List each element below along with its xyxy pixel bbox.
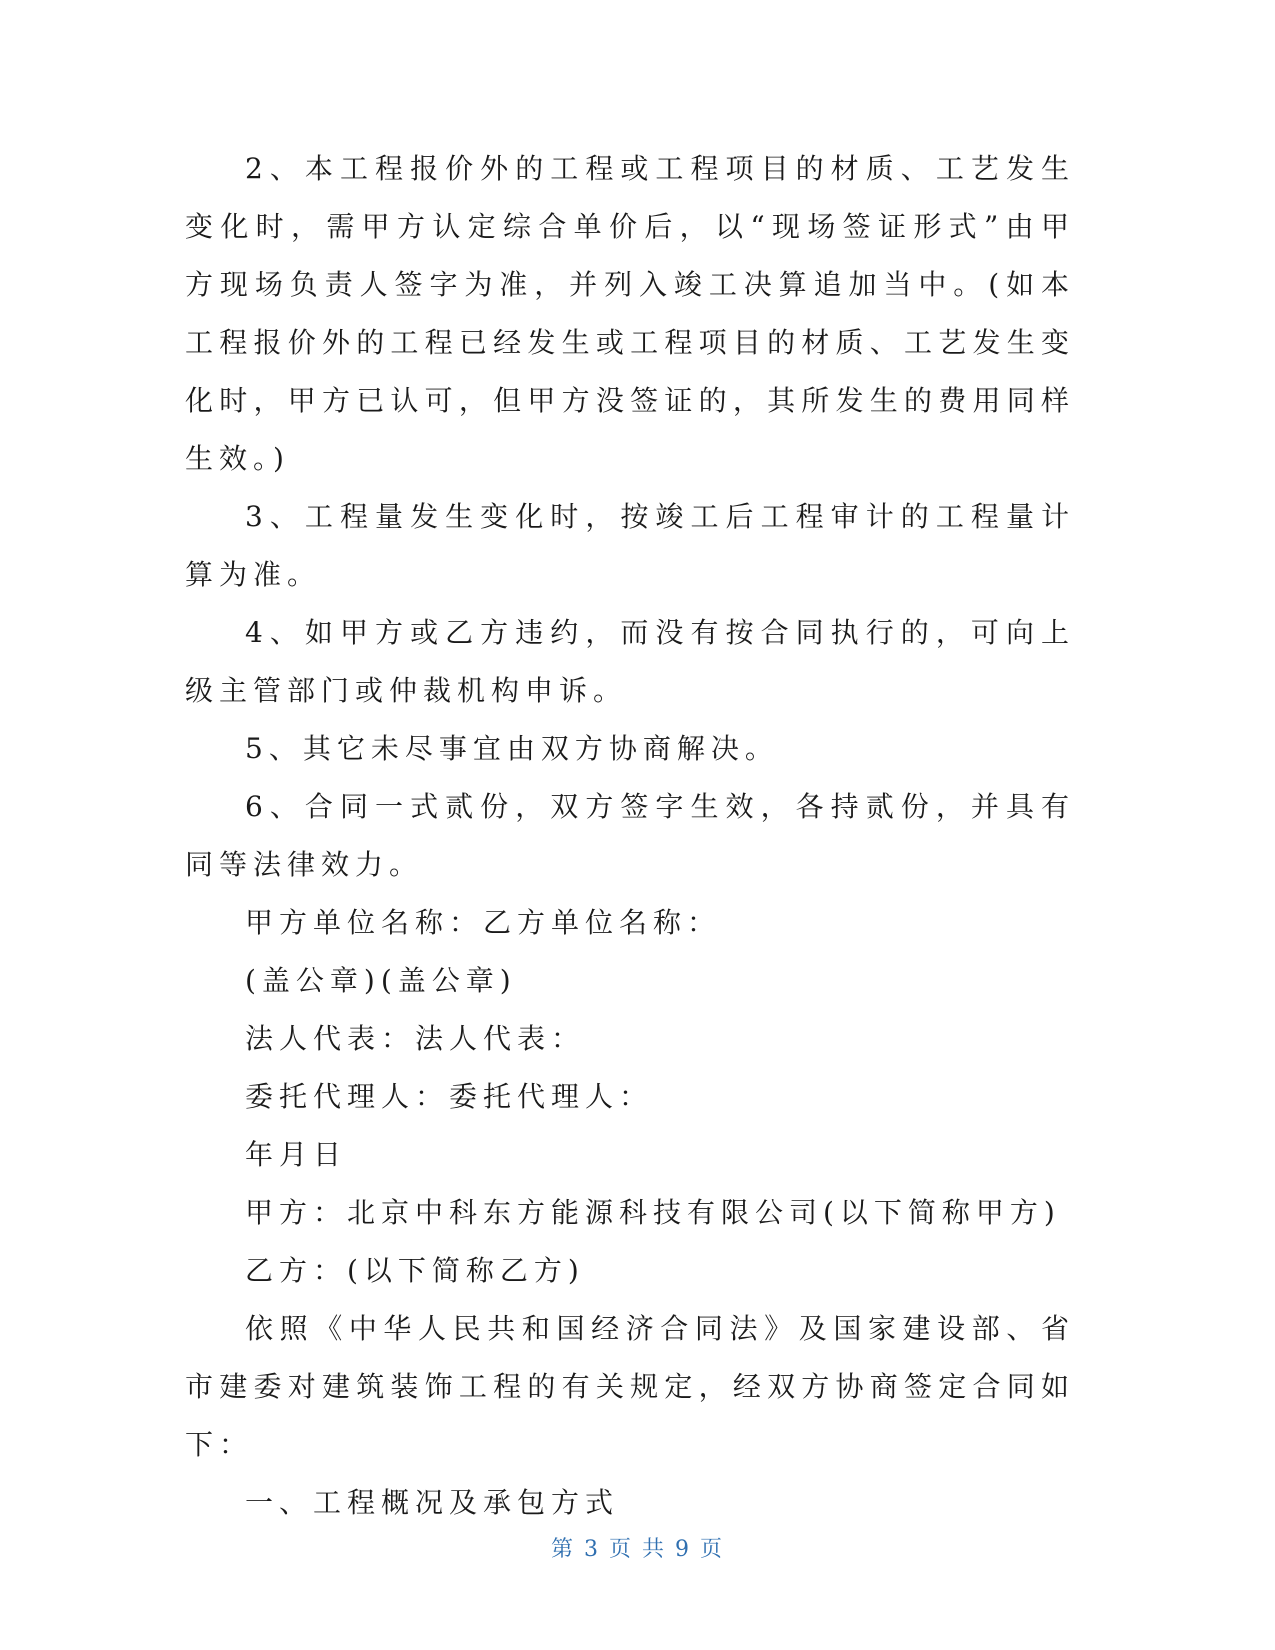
section-1-heading: 一、工程概况及承包方式 bbox=[245, 1486, 620, 1519]
clause-4-paragraph: 4、如甲方或乙方违约，而没有按合同执行的，可向上级主管部门或仲裁机构申诉。 bbox=[185, 616, 1075, 707]
page-number-footer: 第 3 页 共 9 页 bbox=[551, 1537, 724, 1562]
party-b-line: 乙方：(以下简称乙方) bbox=[245, 1254, 585, 1287]
party-a-line: 甲方：北京中科东方能源科技有限公司(以下简称甲方) bbox=[245, 1196, 1061, 1229]
legal-basis-paragraph: 依照《中华人民共和国经济合同法》及国家建设部、省市建委对建筑装饰工程的有关规定，经双方协商签定合同如下： bbox=[185, 1312, 1075, 1461]
clause-6-paragraph: 6、合同一式贰份，双方签字生效，各持贰份，并具有同等法律效力。 bbox=[185, 790, 1075, 881]
legal-representative-line: 法人代表：法人代表： bbox=[245, 1022, 586, 1055]
clause-3-paragraph: 3、工程量发生变化时，按竣工后工程审计的工程量计算为准。 bbox=[185, 500, 1075, 591]
clause-2-paragraph: 2、本工程报价外的工程或工程项目的材质、工艺发生变化时，需甲方认定综合单价后，以“现场签证形式”由甲方现场负责人签字为准，并列入竣工决算追加当中。(如本工程报价外的工程已经发生或工程项目的材质、工艺发生变化时，甲方已认可，但甲方没签证的，其所发生的费用同样生效。) bbox=[185, 152, 1075, 475]
clause-5-paragraph: 5、其它未尽事宜由双方协商解决。 bbox=[245, 732, 779, 765]
authorized-agent-line: 委托代理人：委托代理人： bbox=[245, 1080, 654, 1113]
document-body bbox=[185, 140, 1075, 1532]
party-names-line: 甲方单位名称：乙方单位名称： bbox=[245, 906, 722, 939]
official-seal-line: (盖公章)(盖公章) bbox=[245, 964, 517, 997]
date-line: 年月日 bbox=[245, 1138, 348, 1171]
